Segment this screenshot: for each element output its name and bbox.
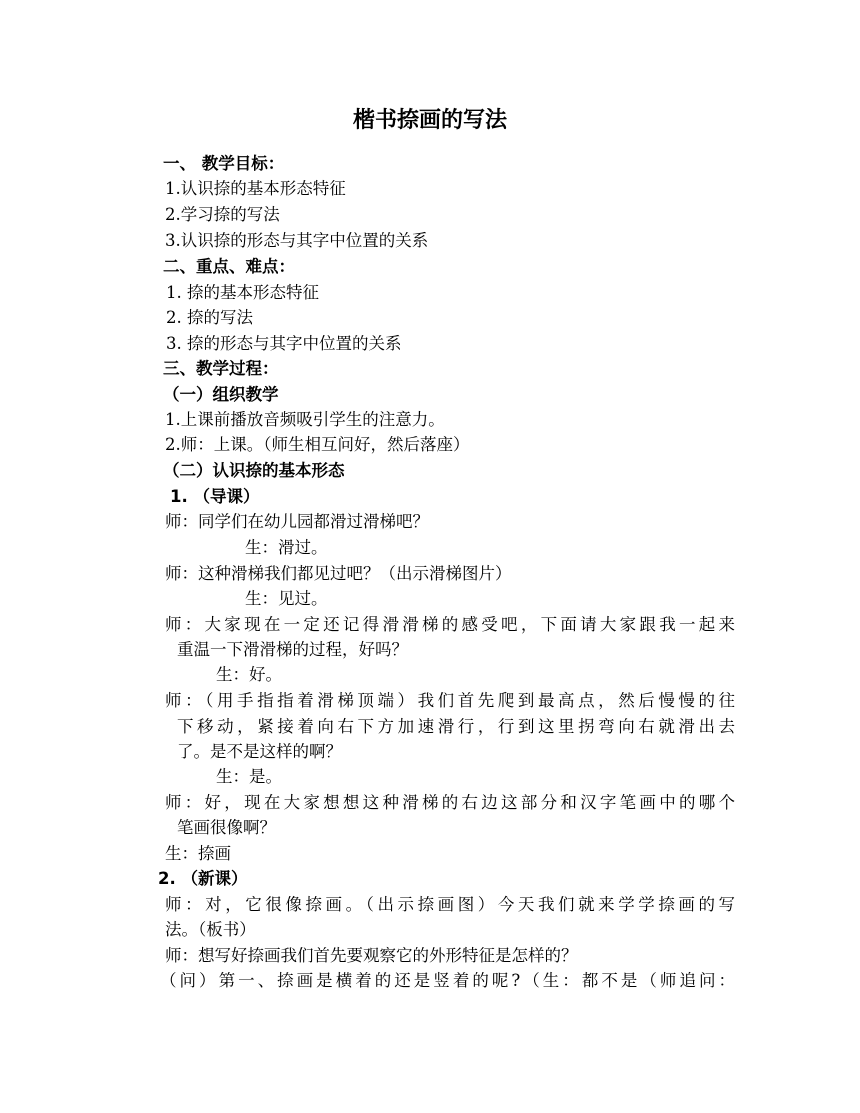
lesson-line: 师：对，它很像捺画。（出示捺画图）今天我们就来学学捺画的写 [165, 895, 735, 914]
section-heading-keypoints: 二、重点、难点： [163, 257, 295, 276]
dialogue-line: 生：是。 [216, 767, 282, 786]
section-heading-process: 三、教学过程： [163, 359, 279, 378]
dialogue-line: 重温一下滑滑梯的过程，好吗？ [177, 640, 408, 659]
dialogue-line: 生：捺画 [165, 844, 231, 863]
dialogue-line: 生：好。 [216, 665, 282, 684]
dialogue-line: 师：同学们在幼儿园都滑过滑梯吧？ [165, 512, 429, 531]
dialogue-line: 了。是不是这样的啊？ [177, 742, 342, 761]
dialogue-line: 师：这种滑梯我们都见过吧？（出示滑梯图片） [165, 564, 512, 583]
dialogue-line: 师：好，现在大家想想这种滑梯的右边这部分和汉字笔画中的哪个 [165, 793, 735, 812]
dialogue-line: 师：大家现在一定还记得滑滑梯的感受吧，下面请大家跟我一起来 [165, 615, 735, 634]
objective-item: 2.学习捺的写法 [165, 205, 280, 224]
dialogue-line: 生：滑过。 [245, 538, 328, 557]
dialogue-line: 笔画很像啊？ [177, 818, 276, 837]
objective-item: 3.认识捺的形态与其字中位置的关系 [165, 231, 429, 250]
organize-item: 2.师：上课。（师生相互问好，然后落座） [165, 435, 470, 454]
subsection-heading-organize: （一）组织教学 [163, 385, 279, 404]
lesson-line: 法。（板书） [165, 920, 256, 939]
step-heading-intro: 1. （导课） [170, 487, 260, 506]
keypoint-item: 2. 捺的写法 [166, 308, 253, 327]
lesson-line: 师：想写好捺画我们首先要观察它的外形特征是怎样的？ [165, 946, 578, 965]
organize-item: 1.上课前播放音频吸引学生的注意力。 [165, 410, 445, 429]
keypoint-item: 1. 捺的基本形态特征 [166, 283, 319, 302]
dialogue-line: 生：见过。 [245, 589, 328, 608]
objective-item: 1.认识捺的基本形态特征 [165, 179, 346, 198]
section-heading-objectives: 一、 教学目标： [163, 154, 285, 173]
dialogue-line: 师：（用手指指着滑梯顶端）我们首先爬到最高点，然后慢慢的往 [165, 691, 735, 710]
keypoint-item: 3. 捺的形态与其字中位置的关系 [166, 334, 402, 353]
subsection-heading-basic-form: （二）认识捺的基本形态 [163, 461, 345, 480]
dialogue-line: 下移动，紧接着向右下方加速滑行，行到这里拐弯向右就滑出去 [177, 717, 735, 736]
step-heading-new-lesson: 2. （新课） [158, 869, 248, 888]
document-title: 楷书捺画的写法 [352, 108, 507, 133]
lesson-line: （问）第一、捺画是横着的还是竖着的呢?（生：都不是（师追问： [160, 971, 735, 990]
